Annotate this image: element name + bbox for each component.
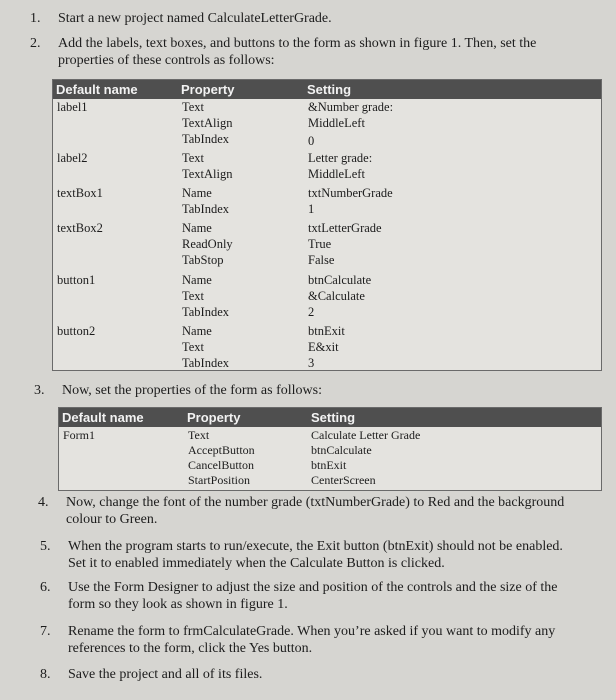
header-setting: Setting: [311, 410, 356, 425]
property-cell: Text: [182, 289, 205, 303]
step-text-line-2: Set it to enabled immediately when the Calculate Button is clicked.: [68, 556, 445, 571]
setting-cell: E&xit: [308, 340, 339, 354]
property-cell: Text: [182, 100, 205, 114]
setting-cell: 3: [308, 356, 315, 370]
row-properties: [182, 185, 229, 217]
setting-cell: txtNumberGrade: [308, 186, 393, 200]
step-number: 2.: [30, 36, 41, 51]
table-header: [59, 408, 601, 427]
row-default-name: label2: [57, 151, 88, 165]
step-6: [40, 580, 610, 614]
row-settings: [308, 272, 371, 320]
property-cell: TextAlign: [182, 167, 233, 181]
row-settings: [308, 99, 393, 149]
step-number: 6.: [40, 580, 51, 595]
property-cell: Text: [188, 428, 210, 442]
property-cell: TabIndex: [182, 202, 230, 216]
setting-cell: &Calculate: [308, 289, 365, 303]
step-number: 4.: [38, 495, 49, 510]
step-text-line-1: Add the labels, text boxes, and buttons to the form as shown in figure 1. Then, set the: [58, 36, 537, 51]
step-text-line-1: Rename the form to frmCalculateGrade. When you’re asked if you want to modify any: [68, 624, 556, 639]
setting-cell: 0: [308, 134, 315, 148]
row-default-name: button2: [57, 324, 96, 338]
row-settings: [308, 323, 345, 371]
step-4: [38, 495, 608, 529]
property-cell: Name: [182, 273, 212, 287]
property-cell: TabIndex: [182, 132, 230, 146]
setting-cell: btnCalculate: [308, 273, 372, 287]
step-number: 8.: [40, 667, 51, 682]
row-properties: [182, 272, 229, 320]
step-3: [34, 383, 594, 399]
row-properties: [182, 99, 233, 147]
row-settings: [311, 428, 420, 488]
step-text-line-1: When the program starts to run/execute, the Exit button (btnExit) should not be enabled.: [68, 539, 563, 554]
step-text-line-2: form so they look as shown in figure 1.: [68, 597, 288, 612]
setting-cell: txtLetterGrade: [308, 221, 382, 235]
header-default-name: Default name: [62, 410, 144, 425]
row-default-name: Form1: [63, 428, 96, 442]
step-text-line-1: Use the Form Designer to adjust the size and position of the controls and the size of the: [68, 580, 558, 595]
controls-properties-table: [52, 79, 602, 371]
header-property: Property: [181, 82, 235, 97]
step-text-line-2: colour to Green.: [66, 512, 158, 527]
setting-cell: 1: [308, 202, 315, 216]
header-setting: Setting: [307, 82, 352, 97]
row-properties: [182, 323, 229, 371]
setting-cell: MiddleLeft: [308, 116, 365, 130]
setting-cell: btnCalculate: [311, 443, 372, 457]
row-properties: [182, 220, 233, 268]
step-text-line-2: properties of these controls as follows:: [58, 53, 275, 68]
header-property: Property: [187, 410, 241, 425]
step-number: 3.: [34, 383, 45, 398]
setting-cell: False: [308, 253, 335, 267]
property-cell: TabIndex: [182, 356, 230, 370]
header-default-name: Default name: [56, 82, 138, 97]
setting-cell: Calculate Letter Grade: [311, 428, 421, 442]
setting-cell: CenterScreen: [311, 473, 376, 487]
step-text: Save the project and all of its files.: [68, 667, 263, 682]
property-cell: TabIndex: [182, 305, 230, 319]
step-number: 1.: [30, 11, 41, 26]
setting-cell: btnExit: [311, 458, 347, 472]
property-cell: TabStop: [182, 253, 224, 267]
step-text: Now, set the properties of the form as follows:: [62, 383, 322, 398]
setting-cell: True: [308, 237, 332, 251]
table-header: [53, 80, 601, 99]
step-text: Start a new project named CalculateLetterGrade.: [58, 11, 332, 26]
row-default-name: textBox2: [57, 221, 103, 235]
property-cell: Text: [182, 340, 205, 354]
row-default-name: button1: [57, 273, 96, 287]
setting-cell: 2: [308, 305, 315, 319]
property-cell: Name: [182, 221, 212, 235]
row-properties: [182, 150, 233, 182]
property-cell: StartPosition: [188, 473, 251, 487]
step-text-line-1: Now, change the font of the number grade (txtNumberGrade) to Red and the background: [66, 495, 565, 510]
step-text-line-2: references to the form, click the Yes button.: [68, 641, 313, 656]
property-cell: ReadOnly: [182, 237, 233, 251]
row-default-name: textBox1: [57, 186, 103, 200]
row-properties: [188, 428, 255, 488]
property-cell: AcceptButton: [188, 443, 255, 457]
row-settings: [308, 150, 372, 182]
form-properties-table: [58, 407, 602, 491]
step-5: [40, 539, 610, 573]
property-cell: TextAlign: [182, 116, 233, 130]
row-settings: [308, 220, 382, 268]
step-8: [40, 667, 600, 683]
row-settings: [308, 185, 393, 217]
property-cell: Text: [182, 151, 205, 165]
step-number: 7.: [40, 624, 51, 639]
property-cell: Name: [182, 186, 212, 200]
row-default-name: label1: [57, 100, 88, 114]
setting-cell: &Number grade:: [308, 100, 394, 114]
property-cell: Name: [182, 324, 212, 338]
setting-cell: MiddleLeft: [308, 167, 365, 181]
step-7: [40, 624, 610, 658]
step-1: [30, 11, 590, 27]
step-number: 5.: [40, 539, 51, 554]
setting-cell: Letter grade:: [308, 151, 373, 165]
setting-cell: btnExit: [308, 324, 345, 338]
step-2: [30, 36, 600, 70]
property-cell: CancelButton: [188, 458, 254, 472]
